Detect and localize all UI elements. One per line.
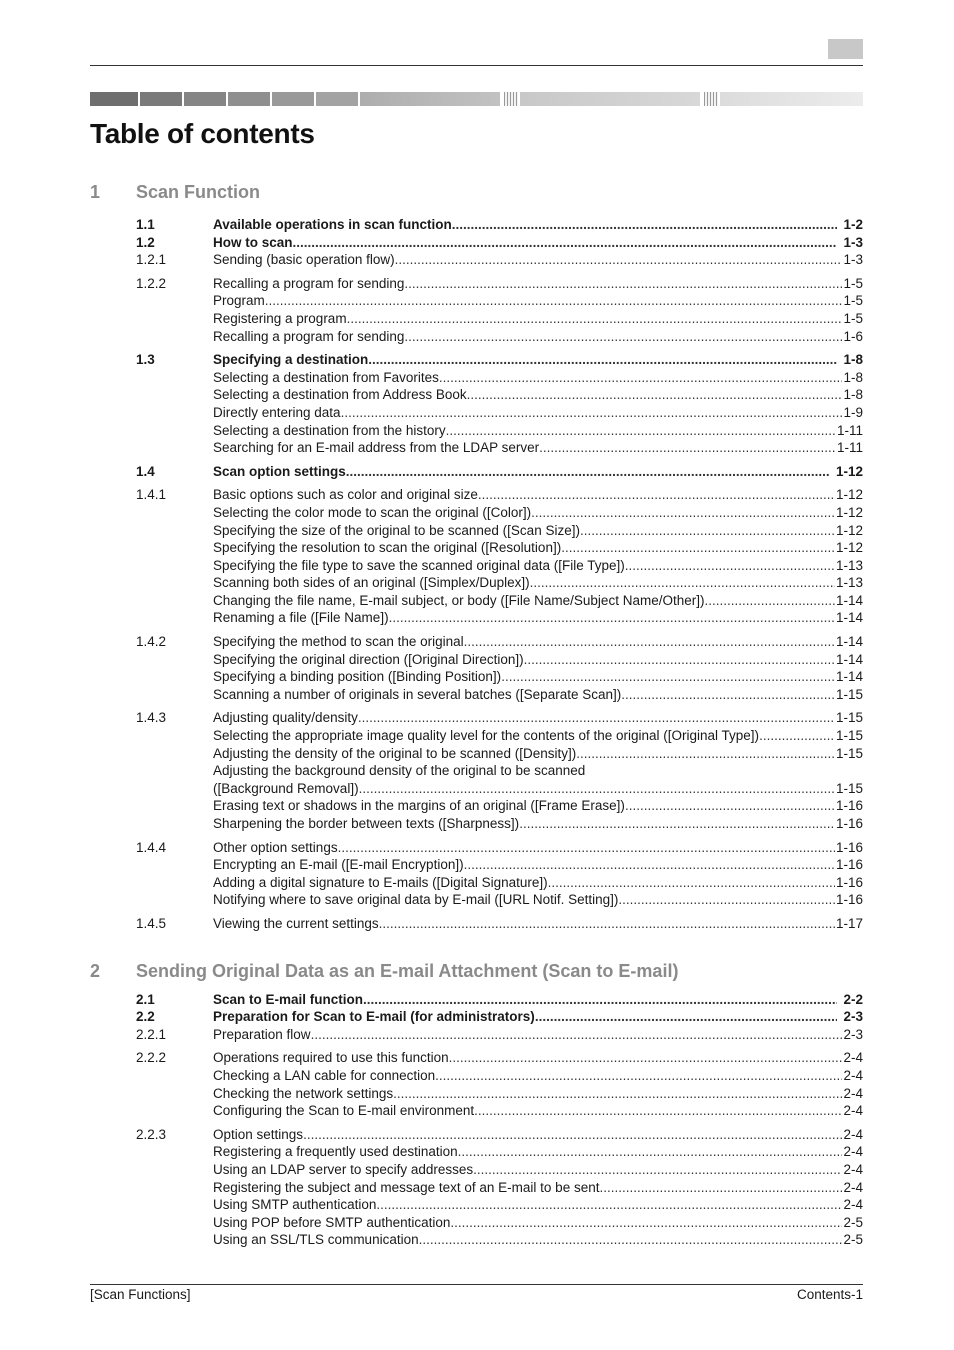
toc-entry-title: Viewing the current settings [213,915,379,931]
toc-entry[interactable] [90,386,863,404]
toc-entry-page: 1-8 [843,387,863,403]
toc-entry-title: Available operations in scan function [213,217,452,232]
toc-entry-page: 1-17 [835,915,863,931]
dot-leader [531,504,835,522]
toc-entry-title: Registering the subject and message text of an E-mail to be sent [213,1179,600,1195]
toc-entry[interactable] [90,797,863,815]
toc-entry[interactable] [90,1026,863,1044]
toc-entry-title: Checking the network settings [213,1085,394,1101]
toc-entry[interactable] [90,668,863,686]
toc-entry[interactable] [90,1126,863,1144]
toc-entry-page: 1-13 [835,557,863,573]
dot-leader [580,522,835,540]
toc-entry-page: 1-14 [835,592,863,608]
toc-entry-page: 2-4 [843,1126,863,1142]
page-title: Table of contents [90,118,315,149]
toc-entry-title: Other option settings [213,839,338,855]
toc-entry-page: 2-4 [843,1197,863,1213]
toc-entry-title: Recalling a program for sending [213,275,405,291]
dot-leader [467,386,843,404]
toc-entry-title: Specifying the method to scan the original [213,634,464,650]
footer-page-number: Contents-1 [796,1287,863,1302]
toc-entry-page: 1-16 [835,839,863,855]
dot-leader [311,1026,843,1044]
toc-entry-page: 2-4 [843,1103,863,1119]
toc-entry-title: Program [213,293,265,309]
toc-entry[interactable] [90,651,863,669]
toc-entry-page: 2-2 [843,991,863,1007]
toc-entry[interactable] [90,1049,863,1067]
chapter-heading[interactable] [90,961,863,982]
toc-entry[interactable] [90,815,863,833]
dot-leader [464,856,835,874]
toc-entry-page: 1-12 [835,487,863,503]
toc-entry-page: 1-12 [835,504,863,520]
dot-leader [389,609,835,627]
toc-entry[interactable] [90,1008,863,1026]
toc-entry-page: 1-15 [835,686,863,702]
dot-leader [599,1179,842,1197]
dot-leader [265,292,843,310]
toc-entry[interactable] [90,891,863,909]
toc-entry-title: Specifying a destination [213,352,369,368]
toc-entry[interactable] [90,1085,863,1103]
chapter-heading[interactable] [90,182,863,203]
toc-entry[interactable] [90,1067,863,1085]
toc-entry-title: Erasing text or shadows in the margins of an original ([Frame Erase]) [213,798,625,814]
dot-leader [535,1008,838,1026]
toc-entry-page: 1-15 [835,745,863,761]
toc-entry[interactable] [90,216,863,234]
toc-entry-title: Encrypting an E-mail ([E-mail Encryption]) [213,857,464,873]
dot-leader [358,709,835,727]
toc-entry-title: Adjusting the density of the original to be scanned ([Density]) [213,745,577,761]
toc-entry-title: Registering a program [213,310,347,326]
table-of-contents [90,182,863,1249]
toc-entry[interactable] [90,522,863,540]
toc-entry-number: 1.4.5 [136,915,167,931]
dot-leader [548,874,835,892]
toc-entry[interactable] [90,463,863,481]
toc-entry-page: 2-4 [843,1161,863,1177]
toc-entry-page: 1-14 [835,610,863,626]
toc-entry-page: 1-14 [835,651,863,667]
toc-entry-page: 2-3 [843,1026,863,1042]
dot-leader [618,891,835,909]
dot-leader [449,1049,843,1067]
toc-entry-title: Scanning a number of originals in several batches ([Separate Scan]) [213,686,622,702]
toc-entry-title: Changing the file name, E-mail subject, or body ([File Name/Subject Name/Other]) [213,592,705,608]
toc-entry-number: 1.2.1 [136,252,167,268]
toc-entry-title: Configuring the Scan to E-mail environment [213,1103,475,1119]
toc-entry[interactable] [90,1231,863,1249]
toc-entry[interactable] [90,727,863,745]
toc-entry-page: 1-3 [843,252,863,268]
toc-entry-page: 1-5 [843,275,863,291]
toc-entry-page: 1-8 [843,369,863,385]
toc-entry-page: 2-4 [843,1067,863,1083]
toc-entry-title: Selecting a destination from the history [213,422,446,438]
toc-entry-title: Specifying the resolution to scan the original ([Resolution]) [213,540,562,556]
toc-entry-title: Adding a digital signature to E-mails ([Digital Signature]) [213,874,548,890]
toc-entry[interactable] [90,609,863,627]
toc-entry[interactable] [90,709,863,727]
toc-entry-number: 1.4 [136,463,155,479]
toc-entry[interactable] [90,310,863,328]
toc-entry[interactable] [90,351,863,369]
dot-leader [379,915,835,933]
toc-entry[interactable] [90,292,863,310]
toc-entry[interactable] [90,874,863,892]
toc-entry[interactable] [90,745,863,763]
dot-leader [359,780,835,798]
toc-entry[interactable] [90,1196,863,1214]
toc-entry[interactable] [90,780,863,798]
toc-entry-page: 1-14 [835,669,863,685]
toc-entry-title: Preparation for Scan to E-mail (for administrators) [213,1009,535,1025]
toc-entry-page: 1-2 [843,217,863,232]
toc-entry[interactable] [90,404,863,422]
dot-leader [539,439,836,457]
dot-leader [404,275,842,293]
dot-leader [376,1196,842,1214]
toc-entry-page: 1-16 [835,857,863,873]
dot-leader [435,1067,842,1085]
toc-entry[interactable] [90,592,863,610]
toc-entry-page: 1-9 [843,404,863,420]
toc-entry-title: Notifying where to save original data by E-mail ([URL Notif. Setting]) [213,892,619,908]
dot-leader [704,592,835,610]
header-corner-box [828,39,863,59]
dot-leader [363,991,837,1009]
dot-leader [419,1231,843,1249]
dot-leader [368,351,837,369]
toc-entry-title: ([Background Removal]) [213,780,359,796]
toc-entry[interactable] [90,915,863,933]
toc-entry-number: 1.3 [136,352,155,368]
dot-leader [524,651,835,669]
toc-entry[interactable] [90,1102,863,1120]
header-rule [90,65,863,66]
dot-leader [464,633,835,651]
toc-entry-number: 1.1 [136,217,155,232]
toc-entry-page: 1-11 [836,422,863,438]
toc-entry-page: 1-15 [835,780,863,796]
toc-entry[interactable] [90,504,863,522]
dot-leader [625,557,835,575]
dot-leader [474,1102,842,1120]
toc-entry-title: Using an SSL/TLS communication [213,1232,419,1248]
dot-leader [501,668,835,686]
dot-leader [393,1085,842,1103]
toc-entry[interactable] [90,251,863,269]
footer-rule [90,1284,863,1285]
toc-entry-title: Specifying the file type to save the scanned original data ([File Type]) [213,557,625,573]
toc-entry-page: 1-8 [843,352,863,368]
toc-entry-page: 2-4 [843,1179,863,1195]
toc-entry-page: 1-3 [843,234,863,250]
dot-leader [625,797,835,815]
toc-entry-page: 1-5 [843,310,863,326]
dot-leader [338,839,835,857]
dot-leader [478,486,835,504]
dot-leader [303,1126,842,1144]
toc-entry-title: Scanning both sides of an original ([Simplex/Duplex]) [213,575,530,591]
toc-entry-page: 1-16 [835,892,863,908]
toc-entry-page: 1-6 [843,328,863,344]
toc-entry-title: Checking a LAN cable for connection [213,1067,436,1083]
dot-leader [519,815,835,833]
toc-entry-title: Directly entering data [213,404,341,420]
toc-entry[interactable] [90,686,863,704]
toc-entry-number: 2.2.2 [136,1050,167,1066]
toc-entry-title: Scan option settings [213,463,346,479]
toc-entry[interactable] [90,234,863,252]
toc-entry-title: Using SMTP authentication [213,1197,377,1213]
toc-entry[interactable] [90,1214,863,1232]
toc-entry-title: Renaming a file ([File Name]) [213,610,389,626]
toc-entry-number: 2.2.3 [136,1126,167,1142]
toc-entry-page: 1-15 [835,728,863,744]
dot-leader [759,727,835,745]
toc-entry[interactable] [90,1143,863,1161]
toc-entry-page: 1-15 [835,710,863,726]
dot-leader [452,216,838,234]
toc-entry-title: Adjusting quality/density [213,710,358,726]
toc-entry-title: Specifying a binding position ([Binding Position]) [213,669,502,685]
toc-entry-title: Preparation flow [213,1026,311,1042]
chapter-title: Sending Original Data as an E-mail Attachment (Scan to E-mail) [136,960,679,981]
toc-entry[interactable] [90,557,863,575]
toc-entry[interactable] [90,369,863,387]
dot-leader [446,422,836,440]
chapter-number: 1 [90,182,101,202]
toc-entry-number: 2.1 [136,991,155,1007]
toc-entry-number: 1.4.1 [136,487,167,503]
toc-entry-page: 1-12 [835,540,863,556]
toc-entry-number: 1.2 [136,234,155,250]
toc-entry-page: 1-14 [835,634,863,650]
toc-entry-page: 2-5 [843,1232,863,1248]
toc-entry[interactable] [90,539,863,557]
toc-entry-title: How to scan [213,234,293,250]
toc-entry[interactable] [90,991,863,1009]
toc-entry-number: 2.2 [136,1009,155,1025]
dot-leader [450,1214,842,1232]
toc-entry-title: Adjusting the background density of the original to be scanned [213,763,586,779]
toc-entry-title: Option settings [213,1126,304,1142]
dot-leader [530,574,835,592]
toc-entry-page: 1-5 [843,293,863,309]
toc-entry[interactable] [90,1161,863,1179]
toc-entry-number: 1.4.4 [136,839,167,855]
toc-entry[interactable] [90,762,863,780]
toc-entry-title: Selecting the color mode to scan the original ([Color]) [213,504,532,520]
toc-entry-page: 1-12 [835,463,863,479]
toc-entry-title: Specifying the size of the original to be scanned ([Scan Size]) [213,522,580,538]
toc-entry-page: 2-4 [843,1050,863,1066]
toc-entry-page: 1-16 [835,816,863,831]
toc-entry[interactable] [90,1179,863,1197]
footer-section-name: [Scan Functions] [90,1287,191,1302]
toc-entry-title: Using an LDAP server to specify addresses [213,1161,474,1177]
toc-entry-title: Sharpening the border between texts ([Sharpness]) [213,816,520,831]
toc-entry[interactable] [90,633,863,651]
toc-entry-page: 1-13 [835,575,863,591]
toc-entry[interactable] [90,856,863,874]
toc-entry-title: Specifying the original direction ([Original Direction]) [213,651,524,667]
decorative-header-bar [90,92,863,106]
dot-leader [395,251,843,269]
dot-leader [473,1161,842,1179]
toc-entry-number: 1.4.3 [136,710,167,726]
toc-entry-page: 1-11 [836,440,863,456]
dot-leader [576,745,835,763]
dot-leader [293,234,838,252]
toc-entry[interactable] [90,275,863,293]
toc-entry-title: Searching for an E-mail address from the LDAP server [213,440,540,456]
toc-entry-page: 2-4 [843,1085,863,1101]
dot-leader [561,539,835,557]
dot-leader [439,369,843,387]
toc-entry-title: Basic options such as color and original size [213,487,478,503]
toc-entry[interactable] [90,839,863,857]
dot-leader [347,310,843,328]
toc-entry-title: Sending (basic operation flow) [213,252,395,268]
toc-entry[interactable] [90,328,863,346]
toc-entry[interactable] [90,422,863,440]
toc-entry-page: 1-16 [835,798,863,814]
toc-entry-title: Registering a frequently used destination [213,1144,458,1160]
toc-entry-title: Selecting a destination from Address Book [213,387,467,403]
toc-entry-title: Selecting the appropriate image quality level for the contents of the original ([Original Type]) [213,728,760,744]
toc-entry-title: Operations required to use this function [213,1050,449,1066]
dot-leader [404,328,842,346]
toc-entry[interactable] [90,486,863,504]
toc-entry[interactable] [90,439,863,457]
dot-leader [341,404,843,422]
toc-entry-page: 2-3 [843,1009,863,1025]
chapter-title: Scan Function [136,182,261,202]
toc-entry-title: Scan to E-mail function [213,991,364,1007]
dot-leader [346,463,830,481]
toc-entry-number: 1.2.2 [136,275,167,291]
toc-entry-page: 2-5 [843,1214,863,1230]
chapter-number: 2 [90,960,101,981]
toc-entry-page: 1-16 [835,874,863,890]
toc-entry-page: 2-4 [843,1144,863,1160]
toc-entry-title: Selecting a destination from Favorites [213,369,439,385]
toc-entry-number: 2.2.1 [136,1026,167,1042]
dot-leader [458,1143,843,1161]
dot-leader [621,686,835,704]
toc-entry-title: Recalling a program for sending [213,328,405,344]
toc-entry[interactable] [90,574,863,592]
toc-entry-number: 1.4.2 [136,634,167,650]
toc-entry-title: Using POP before SMTP authentication [213,1214,451,1230]
toc-entry-page: 1-12 [835,522,863,538]
